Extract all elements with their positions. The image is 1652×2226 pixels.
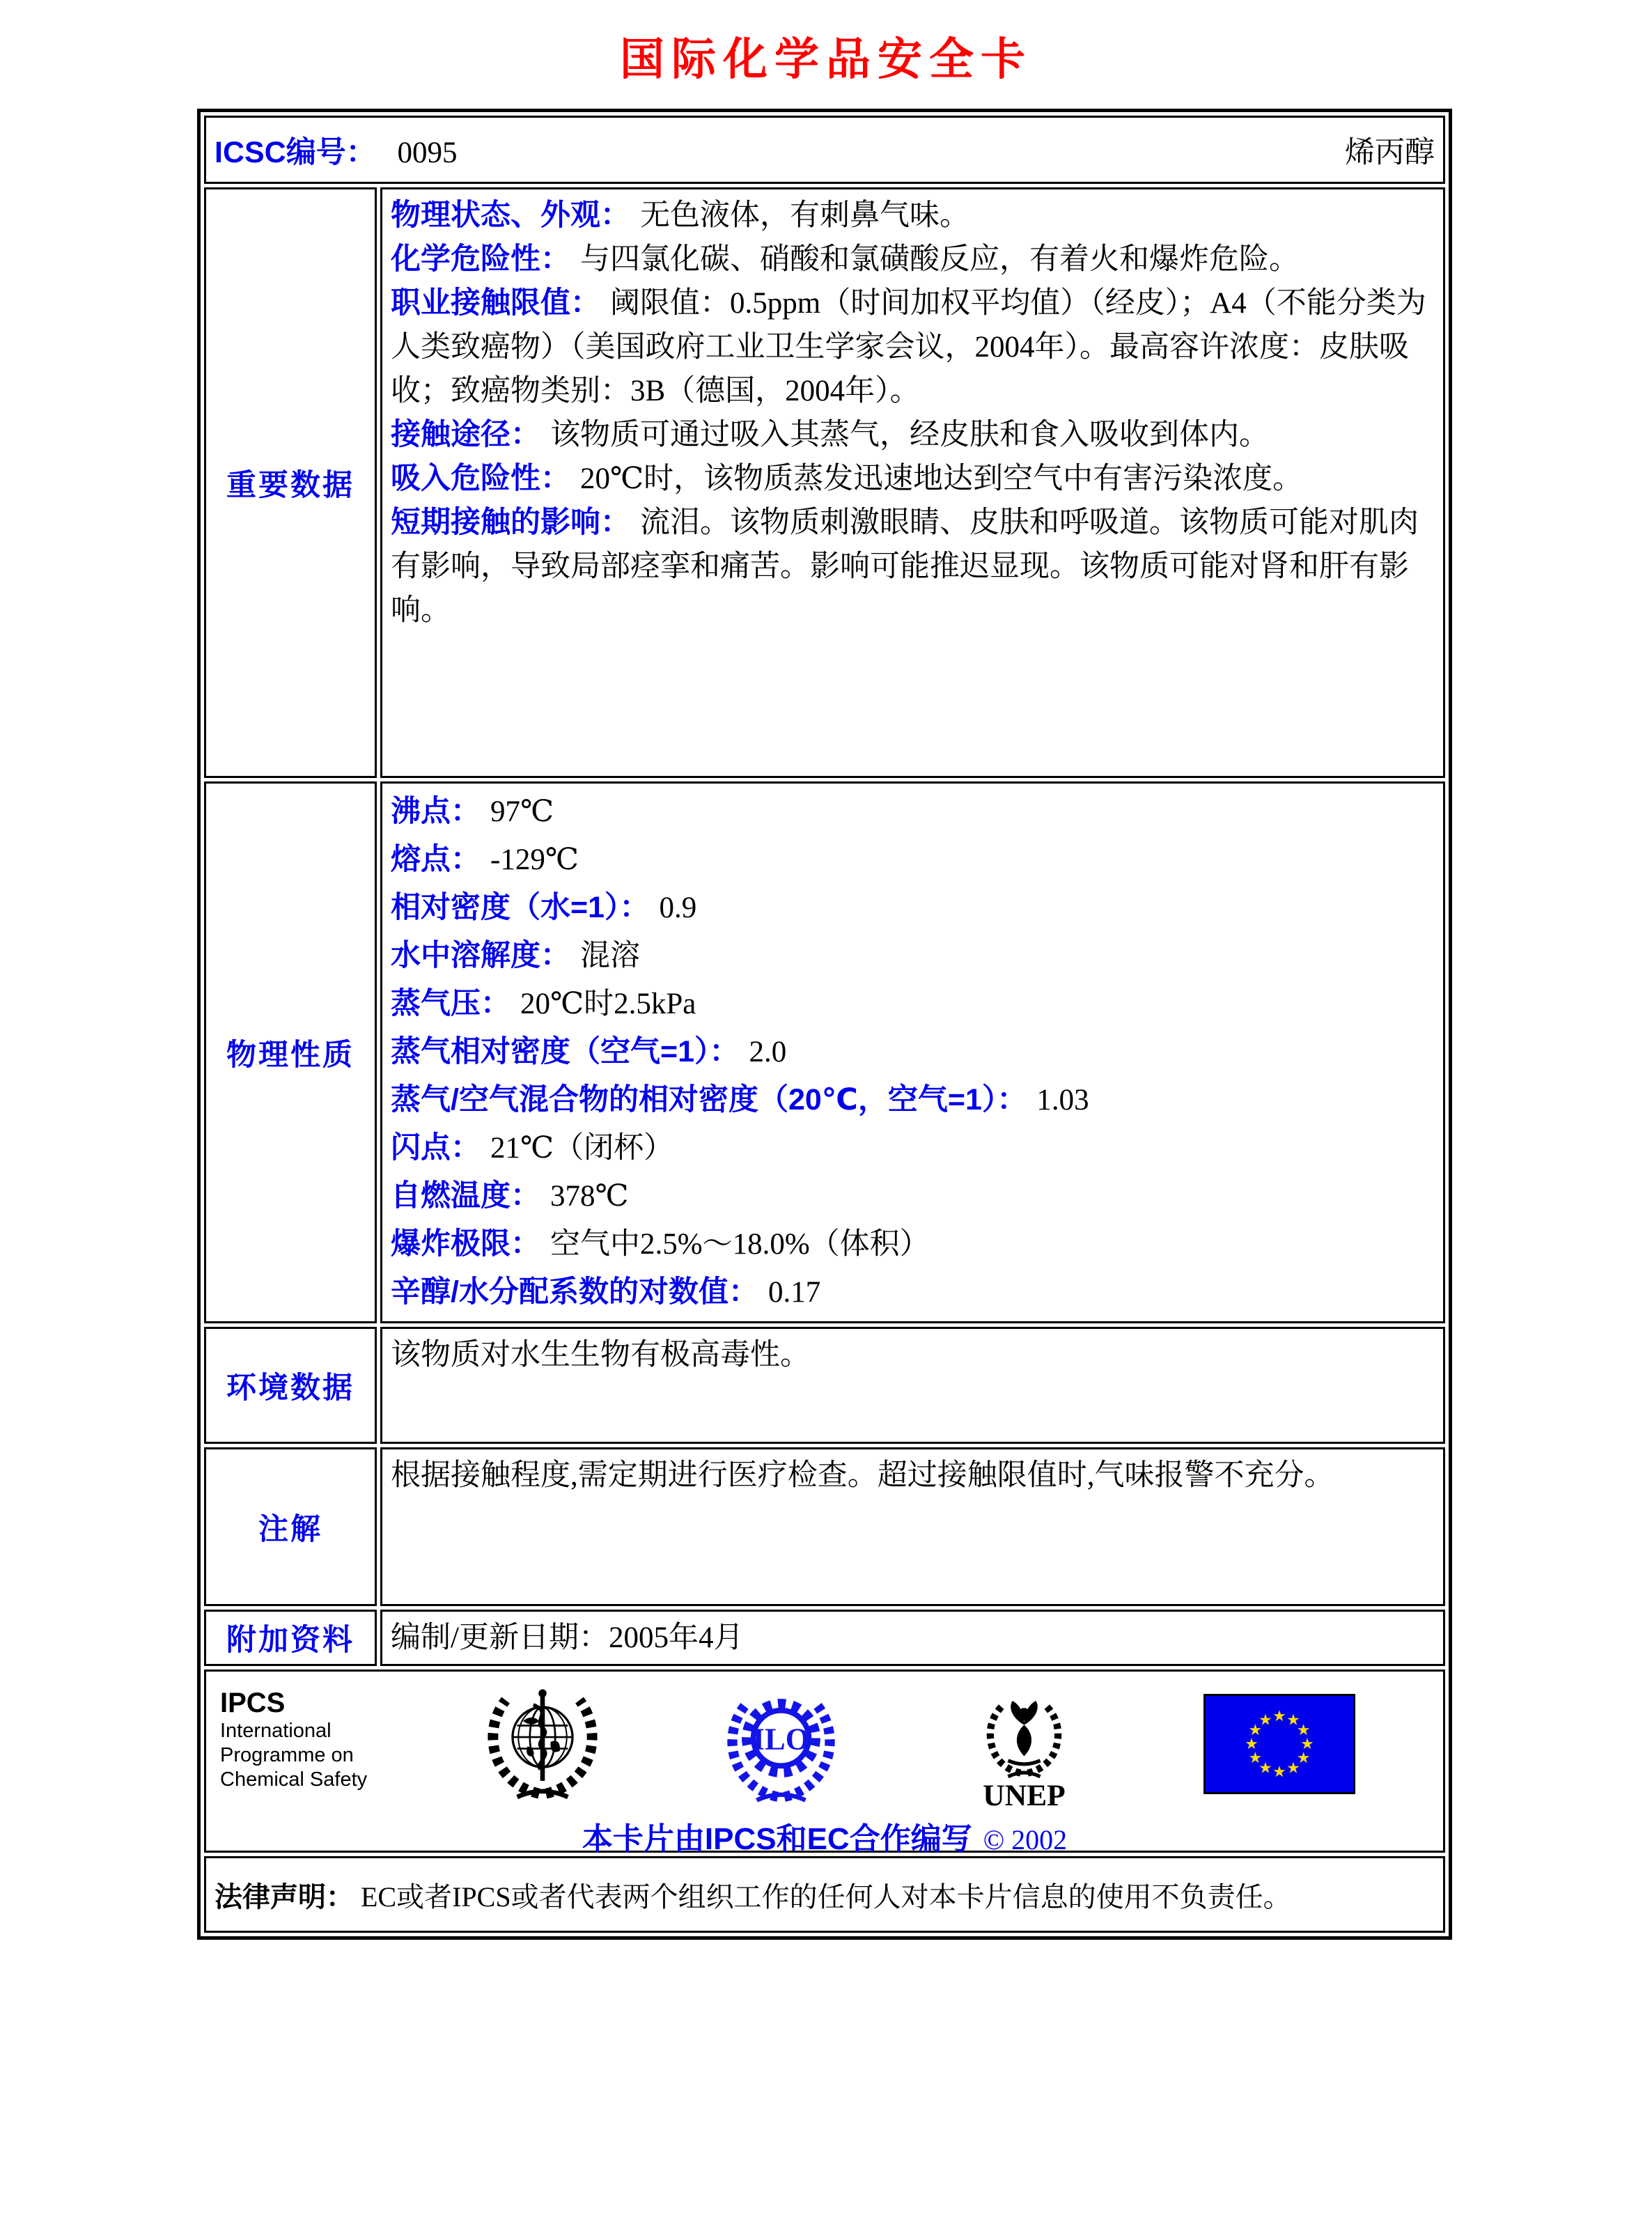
- property-label: 相对密度（水=1）：: [391, 891, 650, 924]
- logos-row: [204, 1670, 1445, 1853]
- important-data-row: [204, 187, 1445, 778]
- unep-logo-icon: [967, 1679, 1082, 1812]
- svg-text:★: ★: [1296, 1721, 1311, 1738]
- svg-text:★: ★: [1272, 1763, 1286, 1780]
- legal-text: EC或者IPCS或者代表两个组织工作的任何人对本卡片信息的使用不负责任。: [361, 1881, 1291, 1913]
- property-item: [391, 836, 1435, 884]
- property-item: [391, 788, 1435, 836]
- notes-content: [380, 1447, 1445, 1606]
- property-label: 蒸气相对密度（空气=1）：: [391, 1035, 740, 1068]
- chemical-name: 烯丙醇: [1345, 136, 1435, 169]
- important-data-content: [380, 187, 1445, 778]
- who-logo-icon: [476, 1677, 609, 1804]
- environmental-data-content: [380, 1327, 1445, 1444]
- svg-text:★: ★: [1245, 1735, 1259, 1752]
- copyright-text: © 2002: [983, 1824, 1068, 1855]
- environmental-data-row: [204, 1327, 1445, 1444]
- additional-text: 编制/更新日期：2005年4月: [391, 1621, 744, 1654]
- item-label: 物理状态、外观：: [391, 199, 630, 232]
- physical-properties-row: [204, 781, 1445, 1323]
- property-value: -129℃: [490, 843, 579, 876]
- environment-text: 该物质对水生生物有极高毒性。: [391, 1339, 810, 1371]
- physical-properties-content: [380, 781, 1445, 1323]
- item-text: 该物质可通过吸入其蒸气，经皮肤和食入吸收到体内。: [550, 419, 1269, 451]
- property-label: 蒸气/空气混合物的相对密度（20℃，空气=1）：: [391, 1083, 1027, 1116]
- property-item: [391, 932, 1435, 980]
- section-label-environment: 环境数据: [204, 1327, 377, 1444]
- legal-cell: [204, 1856, 1445, 1933]
- svg-text:★: ★: [1286, 1759, 1300, 1777]
- additional-info-row: [204, 1610, 1445, 1666]
- icsc-number-value: 0095: [397, 136, 458, 169]
- property-item: [391, 884, 1435, 932]
- item-label: 接触途径：: [391, 418, 540, 451]
- ilo-logo-text: ILO: [752, 1721, 810, 1757]
- data-item: [391, 238, 1435, 281]
- property-item: [391, 980, 1435, 1028]
- section-label-additional: 附加资料: [204, 1610, 377, 1666]
- header-row: [204, 116, 1445, 184]
- ipcs-title: IPCS: [220, 1688, 286, 1718]
- svg-text:★: ★: [1272, 1707, 1286, 1725]
- ilo-logo-icon: [720, 1683, 842, 1805]
- property-value: 378℃: [550, 1180, 629, 1213]
- property-label: 水中溶解度：: [391, 939, 570, 972]
- svg-text:★: ★: [1286, 1711, 1300, 1729]
- svg-text:★: ★: [1248, 1721, 1263, 1738]
- property-item: [391, 1220, 1435, 1268]
- property-item: [391, 1076, 1435, 1124]
- ipcs-line: Programme on: [220, 1744, 354, 1766]
- credit-text: 本卡片由IPCS和EC合作编写: [582, 1822, 972, 1856]
- data-item: [391, 194, 1435, 238]
- item-text: 无色液体，有刺鼻气味。: [640, 199, 969, 232]
- header-cell: [204, 116, 1445, 184]
- unep-logo-text: UNEP: [983, 1778, 1066, 1812]
- svg-text:★: ★: [1296, 1749, 1311, 1766]
- data-item: [391, 457, 1435, 501]
- svg-text:★: ★: [1259, 1759, 1272, 1777]
- icsc-number-label: ICSC编号：: [215, 135, 376, 169]
- item-label: 吸入危险性：: [391, 462, 570, 495]
- eu-flag-icon: [1203, 1694, 1355, 1794]
- property-item: [391, 1124, 1435, 1172]
- item-text: 流泪。该物质刺激眼睛、皮肤和呼吸道。该物质可能对肌肉有影响，导致局部痉挛和痛苦。影响可能推迟显现。该物质可能对肾和肝有影响。: [391, 506, 1419, 627]
- svg-text:★: ★: [1300, 1735, 1314, 1752]
- item-text: 20℃时，该物质蒸发迅速地达到空气中有害污染浓度。: [580, 462, 1303, 495]
- item-text: 与四氯化碳、硝酸和氯磺酸反应，有着火和爆炸危险。: [580, 243, 1299, 276]
- additional-info-content: [380, 1610, 1445, 1666]
- property-value: 混溶: [580, 940, 640, 972]
- property-value: 0.17: [767, 1276, 821, 1309]
- notes-row: [204, 1447, 1445, 1606]
- item-label: 职业接触限值：: [391, 286, 600, 320]
- property-item: [391, 1268, 1435, 1316]
- property-label: 爆炸极限：: [391, 1227, 540, 1261]
- ipcs-line: Chemical Safety: [220, 1768, 368, 1791]
- property-value: 0.9: [659, 892, 697, 924]
- ipcs-line: International: [220, 1720, 332, 1742]
- property-label: 辛醇/水分配系数的对数值：: [391, 1275, 758, 1309]
- item-label: 化学危险性：: [391, 242, 570, 276]
- data-item: [391, 501, 1435, 632]
- section-label-notes: 注解: [204, 1447, 377, 1606]
- item-text: 阈限值：0.5ppm（时间加权平均值）（经皮）；A4（不能分类为人类致癌物）（美国政府工业卫生学家会议，2004年）。最高容许浓度：皮肤吸收；致癌物类别：3B（德国，2004年）。: [391, 287, 1426, 407]
- ipcs-text-block: [220, 1687, 367, 1792]
- section-label-important: 重要数据: [204, 187, 377, 778]
- svg-text:★: ★: [1248, 1749, 1263, 1766]
- property-label: 熔点：: [391, 843, 481, 876]
- property-value: 20℃时2.5kPa: [520, 988, 696, 1020]
- logos-cell: [204, 1670, 1445, 1856]
- page-title: 国际化学品安全卡: [620, 35, 1032, 84]
- property-item: [391, 1028, 1435, 1076]
- section-label-physical: 物理性质: [204, 781, 377, 1323]
- item-label: 短期接触的影响：: [391, 506, 630, 539]
- property-value: 空气中2.5%～18.0%（体积）: [550, 1228, 930, 1261]
- data-item: [391, 281, 1435, 413]
- property-label: 沸点：: [391, 795, 481, 828]
- property-value: 21℃（闭杯）: [490, 1132, 674, 1165]
- legal-label: 法律声明：: [215, 1881, 354, 1913]
- icsc-table: [197, 109, 1452, 1940]
- property-label: 蒸气压：: [391, 987, 511, 1020]
- legal-row: [204, 1856, 1445, 1933]
- notes-text: 根据接触程度,需定期进行医疗检查。超过接触限值时,气味报警不充分。: [391, 1459, 1334, 1492]
- property-value: 1.03: [1036, 1084, 1089, 1116]
- data-item: [391, 413, 1435, 457]
- credit-line: [215, 1814, 1435, 1858]
- svg-text:★: ★: [1259, 1711, 1272, 1729]
- property-value: 2.0: [749, 1036, 787, 1068]
- property-label: 自燃温度：: [391, 1179, 540, 1213]
- property-value: 97℃: [490, 795, 554, 828]
- property-label: 闪点：: [391, 1131, 481, 1165]
- property-item: [391, 1172, 1435, 1220]
